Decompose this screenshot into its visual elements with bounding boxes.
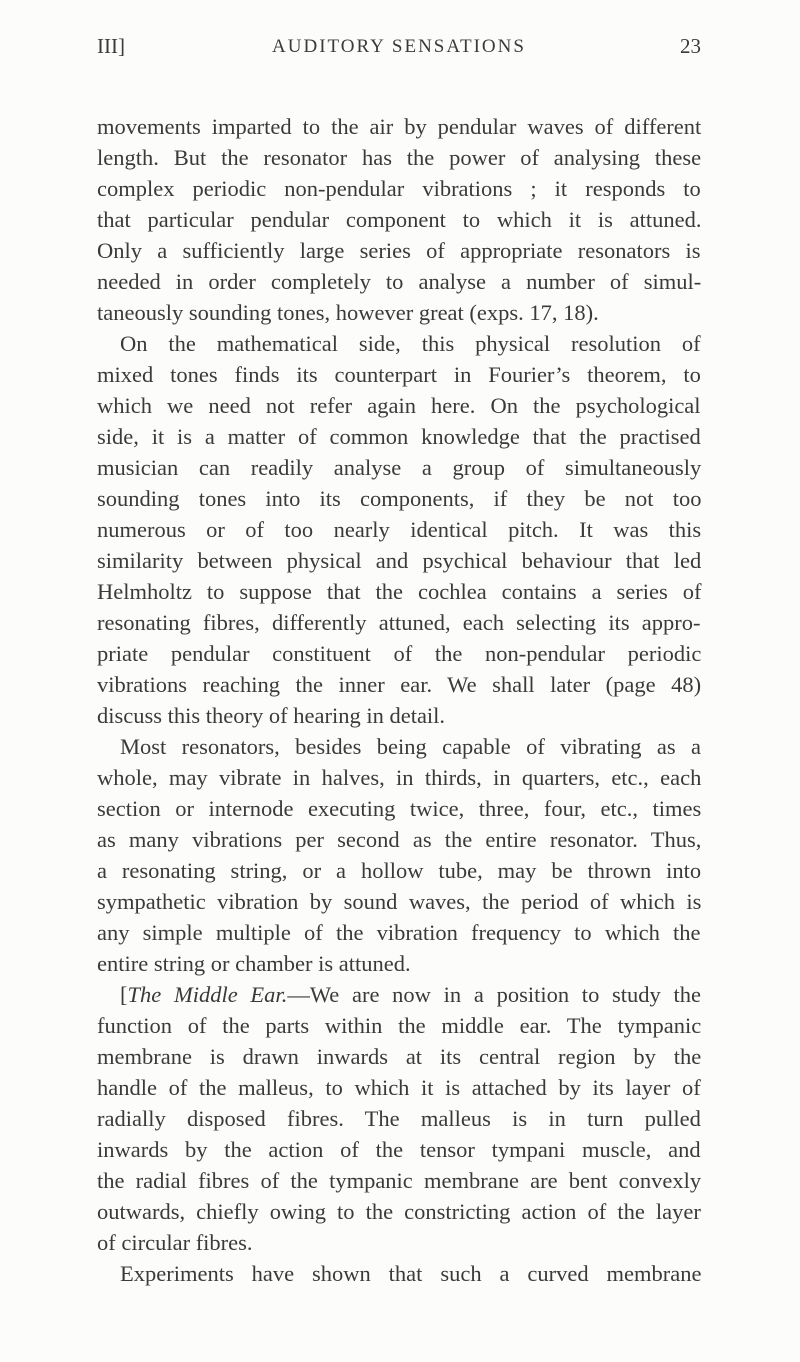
line-text: whole, may vibrate in halves, in thirds, in quarters, etc., each bbox=[97, 765, 702, 790]
text-line bbox=[97, 762, 701, 793]
line-text: inwards by the action of the tensor tympani muscle, and bbox=[97, 1137, 701, 1162]
text-line bbox=[97, 359, 701, 390]
line-text: function of the parts within the middle ear. The tympanic bbox=[97, 1013, 702, 1038]
text-line bbox=[97, 669, 701, 700]
line-text: membrane is drawn inwards at its central region by the bbox=[97, 1044, 702, 1069]
line-text: entire string or chamber is attuned. bbox=[97, 951, 411, 976]
text-line bbox=[97, 1196, 701, 1227]
chapter-number: III] bbox=[97, 34, 125, 58]
line-text: —We are now in a position to study the bbox=[287, 982, 702, 1007]
line-text: taneously sounding tones, however great (exps. 17, 18). bbox=[97, 300, 599, 325]
line-text: vibrations reaching the inner ear. We shall later (page 48) bbox=[97, 672, 702, 697]
text-line bbox=[97, 1072, 701, 1103]
text-line bbox=[97, 607, 701, 638]
line-text: outwards, chiefly owing to the constricting action of the layer bbox=[97, 1199, 701, 1224]
line-text: movements imparted to the air by pendular waves of different bbox=[97, 114, 702, 139]
running-title: AUDITORY SENSATIONS bbox=[272, 36, 526, 57]
line-text: complex periodic non-pendular vibrations ; it responds to bbox=[97, 176, 701, 201]
line-text: radially disposed fibres. The malleus is in turn pulled bbox=[97, 1106, 701, 1131]
text-line bbox=[97, 979, 701, 1010]
line-text: similarity between physical and psychical behaviour that led bbox=[97, 548, 702, 573]
text-line bbox=[97, 1165, 701, 1196]
line-text: length. But the resonator has the power of analysing these bbox=[97, 145, 702, 170]
text-line bbox=[97, 1041, 701, 1072]
text-line bbox=[97, 545, 701, 576]
line-text: musician can readily analyse a group of simultaneously bbox=[97, 455, 702, 480]
text-line bbox=[97, 793, 701, 824]
text-line bbox=[97, 700, 701, 731]
text-line bbox=[97, 576, 701, 607]
text-line bbox=[97, 204, 701, 235]
section-heading: The Middle Ear. bbox=[127, 982, 288, 1007]
line-text: On the mathematical side, this physical resolution of bbox=[120, 331, 701, 356]
text-line bbox=[97, 483, 701, 514]
line-text: a resonating string, or a hollow tube, may be thrown into bbox=[97, 858, 702, 883]
text-line bbox=[97, 1103, 701, 1134]
text-line bbox=[97, 948, 701, 979]
text-line bbox=[97, 266, 701, 297]
running-header bbox=[97, 34, 701, 64]
line-text: discuss this theory of hearing in detail. bbox=[97, 703, 446, 728]
line-text: numerous or of too nearly identical pitch. It was this bbox=[97, 517, 702, 542]
line-text: handle of the malleus, to which it is attached by its layer of bbox=[97, 1075, 701, 1100]
text-line bbox=[97, 1227, 701, 1258]
text-line bbox=[97, 421, 701, 452]
line-text: Only a sufficiently large series of appropriate resonators is bbox=[97, 238, 701, 263]
line-text: that particular pendular component to which it is attuned. bbox=[97, 207, 702, 232]
body-text bbox=[97, 111, 701, 1289]
line-text: Experiments have shown that such a curved membrane bbox=[120, 1261, 702, 1286]
text-line bbox=[97, 731, 701, 762]
line-text: section or internode executing twice, three, four, etc., times bbox=[97, 796, 702, 821]
text-line bbox=[97, 452, 701, 483]
bracket: [ bbox=[120, 982, 128, 1007]
text-line bbox=[97, 1258, 701, 1289]
line-text: any simple multiple of the vibration frequency to which the bbox=[97, 920, 701, 945]
line-text: needed in order completely to analyse a number of simul- bbox=[97, 269, 702, 294]
line-text: Helmholtz to suppose that the cochlea contains a series of bbox=[97, 579, 702, 604]
text-line bbox=[97, 142, 701, 173]
text-line bbox=[97, 1134, 701, 1165]
text-line bbox=[97, 173, 701, 204]
line-text: the radial fibres of the tympanic membrane are bent convexly bbox=[97, 1168, 702, 1193]
line-text: sounding tones into its components, if they be not too bbox=[97, 486, 702, 511]
text-line bbox=[97, 638, 701, 669]
text-line bbox=[97, 235, 701, 266]
text-line bbox=[97, 855, 701, 886]
line-text: priate pendular constituent of the non-pendular periodic bbox=[97, 641, 702, 666]
text-line bbox=[97, 390, 701, 421]
text-line bbox=[97, 1010, 701, 1041]
text-line bbox=[97, 886, 701, 917]
line-text: side, it is a matter of common knowledge that the practised bbox=[97, 424, 701, 449]
text-line bbox=[97, 328, 701, 359]
line-text: mixed tones finds its counterpart in Fourier’s theorem, to bbox=[97, 362, 701, 387]
text-line bbox=[97, 514, 701, 545]
line-text: of circular fibres. bbox=[97, 1230, 253, 1255]
line-text: sympathetic vibration by sound waves, the period of which is bbox=[97, 889, 702, 914]
line-text: which we need not refer again here. On the psychological bbox=[97, 393, 701, 418]
text-line bbox=[97, 824, 701, 855]
text-line bbox=[97, 297, 701, 328]
line-text: as many vibrations per second as the entire resonator. Thus, bbox=[97, 827, 702, 852]
text-line bbox=[97, 111, 701, 142]
page-number: 23 bbox=[680, 34, 701, 58]
text-line bbox=[97, 917, 701, 948]
line-text: Most resonators, besides being capable of vibrating as a bbox=[120, 734, 701, 759]
line-text: resonating fibres, differently attuned, each selecting its appro- bbox=[97, 610, 701, 635]
